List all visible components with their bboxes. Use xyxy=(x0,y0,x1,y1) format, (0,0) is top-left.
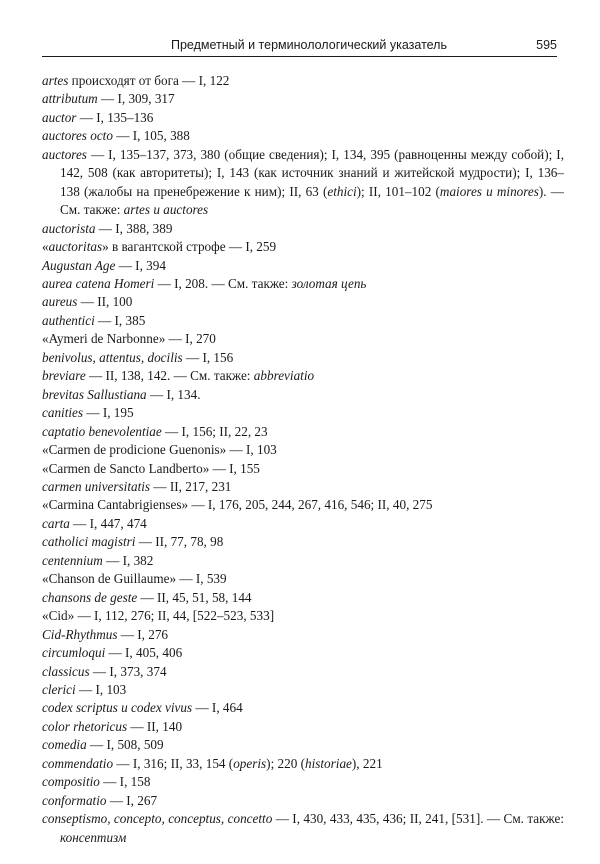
entry-text: — II, 138, 142. — См. также: xyxy=(85,368,254,384)
index-entry xyxy=(42,312,564,330)
index-entry xyxy=(42,423,564,441)
entry-term: brevitas Sallustiana xyxy=(42,386,147,402)
index-entry xyxy=(42,755,564,773)
entry-text: — I, 464 xyxy=(192,700,243,716)
entry-text: — I, 316; II, 33, 154 ( xyxy=(113,755,234,771)
entry-text: — I, 156 xyxy=(182,349,234,365)
entry-term: centennium xyxy=(42,552,103,568)
entry-text: » в вагантской строфе — I, 259 xyxy=(102,239,277,255)
entry-text: — II, 140 xyxy=(127,718,183,734)
entry-term: codex scriptus и codex vivus xyxy=(42,700,193,716)
entry-text: — II, 100 xyxy=(77,294,133,310)
index-entry xyxy=(42,293,564,311)
entry-term: artes и auctores xyxy=(123,202,209,218)
entry-term: benivolus, attentus, docilis xyxy=(42,349,183,365)
index-entry xyxy=(42,773,564,791)
entry-term: attributum xyxy=(42,91,98,107)
subject-index xyxy=(42,72,564,847)
index-entry xyxy=(42,386,564,404)
entry-text: — I, 430, 433, 435, 436; II, 241, [531]. — См. также: xyxy=(272,811,565,827)
index-entry xyxy=(42,663,564,681)
entry-term: auctores xyxy=(42,146,87,162)
index-entry xyxy=(42,515,564,533)
entry-term: aureus xyxy=(42,294,78,310)
index-entry xyxy=(42,681,564,699)
entry-text: — I, 373, 374 xyxy=(89,663,167,679)
entry-term: abbreviatio xyxy=(253,368,315,384)
entry-term: carta xyxy=(42,515,70,531)
entry-text: «Aymeri de Narbonne» — I, 270 xyxy=(42,331,216,347)
entry-term: captatio benevolentiae xyxy=(42,423,162,439)
entry-term: Augustan Age xyxy=(42,257,116,273)
entry-term: circumloqui xyxy=(42,645,106,661)
entry-term: auctores octo xyxy=(42,128,113,144)
entry-text: ). — См. также: xyxy=(60,183,564,218)
index-entry xyxy=(42,441,564,459)
entry-term: operis xyxy=(233,755,267,771)
index-entry xyxy=(42,257,564,275)
entry-text: — II, 77, 78, 98 xyxy=(135,534,224,550)
entry-term: aurea catena Homeri xyxy=(42,275,155,291)
index-entry xyxy=(42,349,564,367)
entry-term: catholici magistri xyxy=(42,534,136,550)
entry-term: conformatio xyxy=(42,792,107,808)
index-entry xyxy=(42,478,564,496)
entry-term: maiores и minores xyxy=(439,183,539,199)
entry-term: authentici xyxy=(42,312,95,328)
entry-text: происходят от бога — I, 122 xyxy=(68,73,230,88)
index-entry xyxy=(42,404,564,422)
entry-text: ); 220 ( xyxy=(266,755,305,771)
index-entry xyxy=(42,460,564,478)
index-entry xyxy=(42,552,564,570)
entry-term: auctoritas xyxy=(48,239,103,255)
entry-term: clerici xyxy=(42,681,76,697)
index-entry xyxy=(42,718,564,736)
index-entry xyxy=(42,220,564,238)
entry-term: auctor xyxy=(42,109,77,125)
entry-text: — I, 195 xyxy=(83,405,134,421)
entry-text: — I, 134. xyxy=(146,386,201,402)
entry-term: canities xyxy=(42,405,84,421)
entry-term: classicus xyxy=(42,663,90,679)
index-entry xyxy=(42,72,564,90)
page-number: 595 xyxy=(536,38,557,52)
index-entry xyxy=(42,644,564,662)
entry-term: Cid-Rhythmus xyxy=(42,626,118,642)
entry-term: artes xyxy=(42,73,69,88)
entry-text: «Chanson de Guillaume» — I, 539 xyxy=(42,571,227,587)
index-entry xyxy=(42,810,564,847)
entry-text: — I, 267 xyxy=(106,792,158,808)
entry-term: compositio xyxy=(42,774,100,790)
index-entry xyxy=(42,792,564,810)
index-entry xyxy=(42,699,564,717)
entry-term: comedia xyxy=(42,737,87,753)
entry-term: золотая цепь xyxy=(291,275,367,291)
index-entry xyxy=(42,736,564,754)
entry-text: — II, 217, 231 xyxy=(150,478,232,494)
entry-term: консептизм xyxy=(60,829,127,845)
entry-term: historiae xyxy=(305,755,352,771)
entry-term: conseptismo, concepto, conceptus, concetto xyxy=(42,811,273,827)
entry-text: — I, 135–136 xyxy=(76,109,154,125)
index-entry xyxy=(42,496,564,514)
entry-text: «Carmina Cantabrigienses» — I, 176, 205, 244, 267, 416, 546; II, 40, 275 xyxy=(42,497,433,513)
entry-text: — I, 276 xyxy=(117,626,169,642)
index-entry xyxy=(42,90,564,108)
index-entry xyxy=(42,330,564,348)
running-header xyxy=(42,36,557,57)
index-entry xyxy=(42,238,564,256)
entry-text: « xyxy=(42,239,49,255)
entry-text: — I, 135–137, 373, 380 (общие сведения); I, 134, 395 (равноценны между собой); I, 142, 508 (как авторитеты); I, 143 (как источник знаний и житейской мудрости); I, 136–138 (жалобы на пренебрежение к ним); II, 63 ( xyxy=(60,146,564,199)
entry-term: commendatio xyxy=(42,755,114,771)
entry-text: — I, 158 xyxy=(99,774,151,790)
entry-text: — I, 385 xyxy=(94,312,146,328)
index-entry xyxy=(42,533,564,551)
index-entry xyxy=(42,275,564,293)
entry-text: — II, 45, 51, 58, 144 xyxy=(137,589,252,605)
index-entry xyxy=(42,570,564,588)
entry-text: «Carmen de prodicione Guenonis» — I, 103 xyxy=(42,442,277,458)
entry-text: — I, 508, 509 xyxy=(86,737,164,753)
entry-term: carmen universitatis xyxy=(42,478,151,494)
header-title: Предметный и терминолологический указатель xyxy=(170,38,447,52)
index-entry xyxy=(42,607,564,625)
entry-text: — I, 309, 317 xyxy=(97,91,175,107)
entry-text: — I, 405, 406 xyxy=(105,645,183,661)
entry-text: — I, 388, 389 xyxy=(95,220,173,236)
entry-term: breviare xyxy=(42,368,86,384)
entry-text: «Carmen de Sancto Landberto» — I, 155 xyxy=(42,460,260,476)
entry-text: ), 221 xyxy=(351,755,383,771)
index-entry xyxy=(42,109,564,127)
index-entry xyxy=(42,626,564,644)
index-entry xyxy=(42,127,564,145)
entry-text: — I, 103 xyxy=(75,681,127,697)
entry-text: — I, 447, 474 xyxy=(69,515,147,531)
entry-term: chansons de geste xyxy=(42,589,138,605)
entry-text: — I, 105, 388 xyxy=(112,128,190,144)
entry-text: «Cid» — I, 112, 276; II, 44, [522–523, 533] xyxy=(42,608,275,624)
index-entry xyxy=(42,589,564,607)
entry-text: — I, 382 xyxy=(102,552,154,568)
index-entry xyxy=(42,367,564,385)
entry-term: color rhetoricus xyxy=(42,718,128,734)
entry-text: — I, 208. — См. также: xyxy=(154,275,292,291)
entry-text: ); II, 101–102 ( xyxy=(356,183,440,199)
index-entry xyxy=(42,146,564,220)
entry-term: ethici xyxy=(327,183,357,199)
entry-term: auctorista xyxy=(42,220,96,236)
entry-text: — I, 394 xyxy=(115,257,166,273)
entry-text: — I, 156; II, 22, 23 xyxy=(161,423,268,439)
